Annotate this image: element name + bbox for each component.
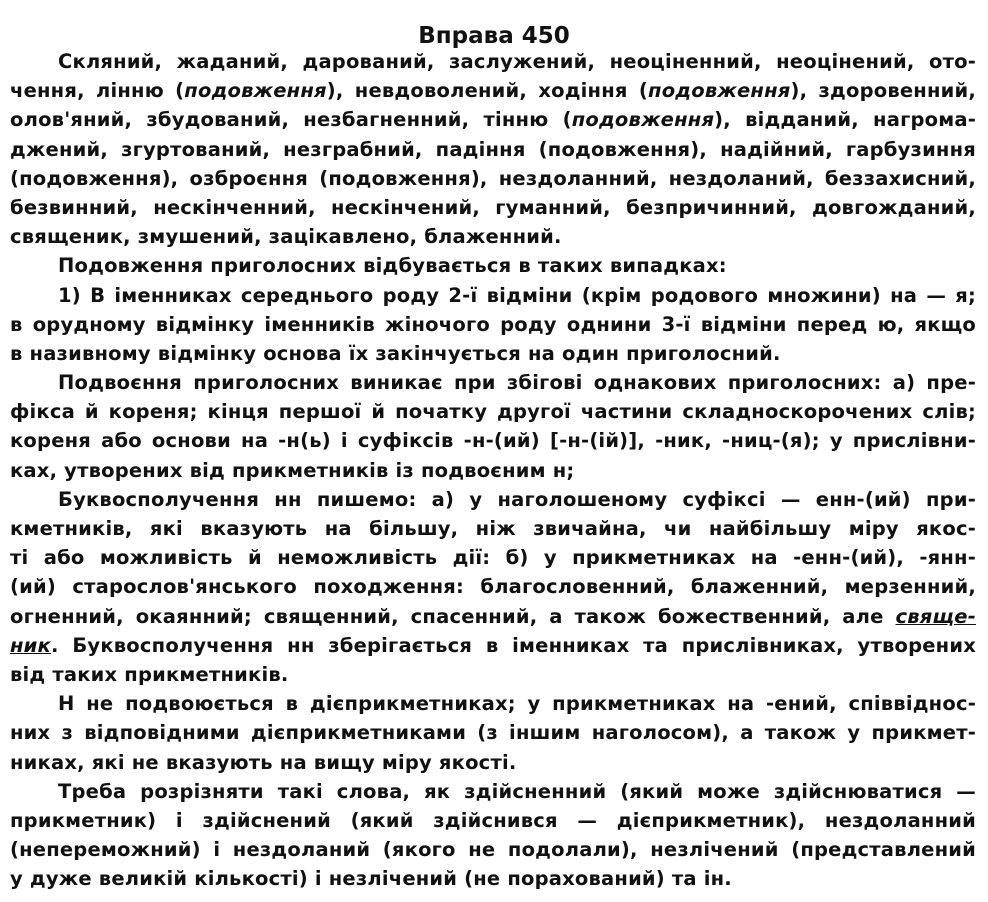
text-line xyxy=(10,806,976,835)
text-line xyxy=(10,777,976,806)
text-segment: ), відданий, нагрома- xyxy=(714,108,977,132)
text-line xyxy=(10,47,976,76)
text-segment: у дуже великій кількості) і незлічений (не порахований) та ін. xyxy=(10,867,732,891)
text-line xyxy=(10,864,976,893)
text-segment: чення, лінню ( xyxy=(10,79,185,103)
text-segment: (непереможний) і нездоланий (якого не подолали), незлічений (представлений xyxy=(10,838,976,862)
text-segment: Подовження приголосних відбувається в таких випадках: xyxy=(58,254,727,278)
text-line xyxy=(10,514,976,543)
exercise-text xyxy=(10,47,976,893)
text-line xyxy=(10,251,976,280)
underlined-word: свяще- xyxy=(895,604,976,628)
text-line xyxy=(10,835,976,864)
text-line xyxy=(10,602,976,631)
underlined-word: ник xyxy=(10,633,51,657)
text-segment: них з відповідними дієприкметниками (з іншим наголосом), а також у прикмет- xyxy=(10,721,976,745)
text-segment: (подовження), озброєння (подовження), нездоланний, нездоланий, беззахисний, xyxy=(10,166,976,190)
text-line xyxy=(10,631,976,660)
text-line xyxy=(10,456,976,485)
paragraph xyxy=(10,47,976,251)
text-segment: Подвоєння приголосних виникає при збігові однакових приголосних: а) пре- xyxy=(58,371,976,395)
text-segment: Скляний, жаданий, дарований, заслужений, неоціненний, неоцінений, ото- xyxy=(58,50,976,73)
text-line xyxy=(10,310,976,339)
text-segment: кметників, які вказують на більшу, ніж звичайна, чи найбільшу міру якос- xyxy=(10,517,976,540)
text-line xyxy=(10,135,976,164)
text-line xyxy=(10,660,976,689)
text-segment: в називному відмінку основа їх закінчується на один приголосний. xyxy=(10,341,781,365)
text-line xyxy=(10,222,976,251)
italic-word: подовження xyxy=(571,108,715,132)
italic-word: подовження xyxy=(648,79,791,103)
text-line xyxy=(10,339,976,368)
text-segment: в орудному відмінку іменників жіночого роду однини 3-ї відміни перед ю, якщо xyxy=(10,312,976,336)
text-segment: ті або можливість й неможливість дії: б) у прикметниках на -енн-(ий), -янн- xyxy=(10,546,976,570)
exercise-title: Вправа 450 xyxy=(418,23,570,50)
text-line xyxy=(10,368,976,397)
text-line xyxy=(10,543,976,572)
text-line xyxy=(10,748,976,777)
paragraph xyxy=(10,251,976,280)
text-line xyxy=(10,76,976,105)
text-segment: . Буквосполучення нн зберігається в іменниках та прислівниках, утворених xyxy=(50,633,976,657)
paragraph xyxy=(10,689,976,777)
paragraph xyxy=(10,281,976,369)
text-line xyxy=(10,485,976,514)
text-line xyxy=(10,689,976,718)
text-segment: ), здоровенний, xyxy=(790,79,976,103)
text-segment: Буквосполучення нн пишемо: а) у наголошеному суфіксі — енн-(ий) при- xyxy=(58,487,976,511)
italic-word: подовження xyxy=(184,79,327,103)
text-segment: олов'яний, збудований, незбагненний, тінню ( xyxy=(10,108,572,132)
text-line xyxy=(10,572,976,601)
text-segment: ), невдоволений, ходіння ( xyxy=(326,79,649,103)
text-line xyxy=(10,193,976,222)
text-segment: від таких прикметників. xyxy=(10,662,289,686)
text-segment: ках, утворених від прикметників із подвоєним н; xyxy=(10,458,575,482)
text-segment: (ий) старослов'янського походження: благословенний, блаженний, мерзенний, xyxy=(10,575,976,599)
text-line xyxy=(10,105,976,134)
paragraph xyxy=(10,485,976,689)
text-segment: джений, згуртований, незграбний, падіння (подовження), надійний, гарбузиння xyxy=(10,137,976,161)
paragraph xyxy=(10,368,976,485)
text-segment: никах, які не вказують на вищу міру якості. xyxy=(10,750,517,774)
paragraph xyxy=(10,777,976,894)
text-segment: кореня або основи на -н(ь) і суфіксів -н-(ий) [-н-(ій)], -ник, -ниц-(я); у прислівни- xyxy=(10,429,976,453)
text-line xyxy=(10,164,976,193)
text-segment: Н не подвоюється в дієприкметниках; у прикметниках на -ений, співвіднос- xyxy=(58,692,976,716)
text-line xyxy=(10,281,976,310)
text-line xyxy=(10,426,976,455)
text-segment: безвинний, нескінченний, нескінчений, гуманний, безпричинний, довгожданий, xyxy=(10,195,976,219)
text-line xyxy=(10,718,976,747)
text-segment: 1) В іменниках середнього роду 2-ї відміни (крім родового множини) на — я; xyxy=(58,283,976,307)
text-segment: огненний, окаянний; священний, спасенний, а також божественний, але xyxy=(10,604,896,628)
text-segment: Треба розрізняти такі слова, як здійсненний (який може здійснюватися — xyxy=(58,779,976,803)
text-segment: фікса й кореня; кінця першої й початку другої частини складноскорочених слів; xyxy=(10,400,976,424)
text-line xyxy=(10,397,976,426)
text-segment: прикметник) і здійснений (який здійснився — дієприкметник), нездоланний xyxy=(10,808,976,832)
text-segment: священик, змушений, зацікавлено, блаженний. xyxy=(10,225,562,249)
